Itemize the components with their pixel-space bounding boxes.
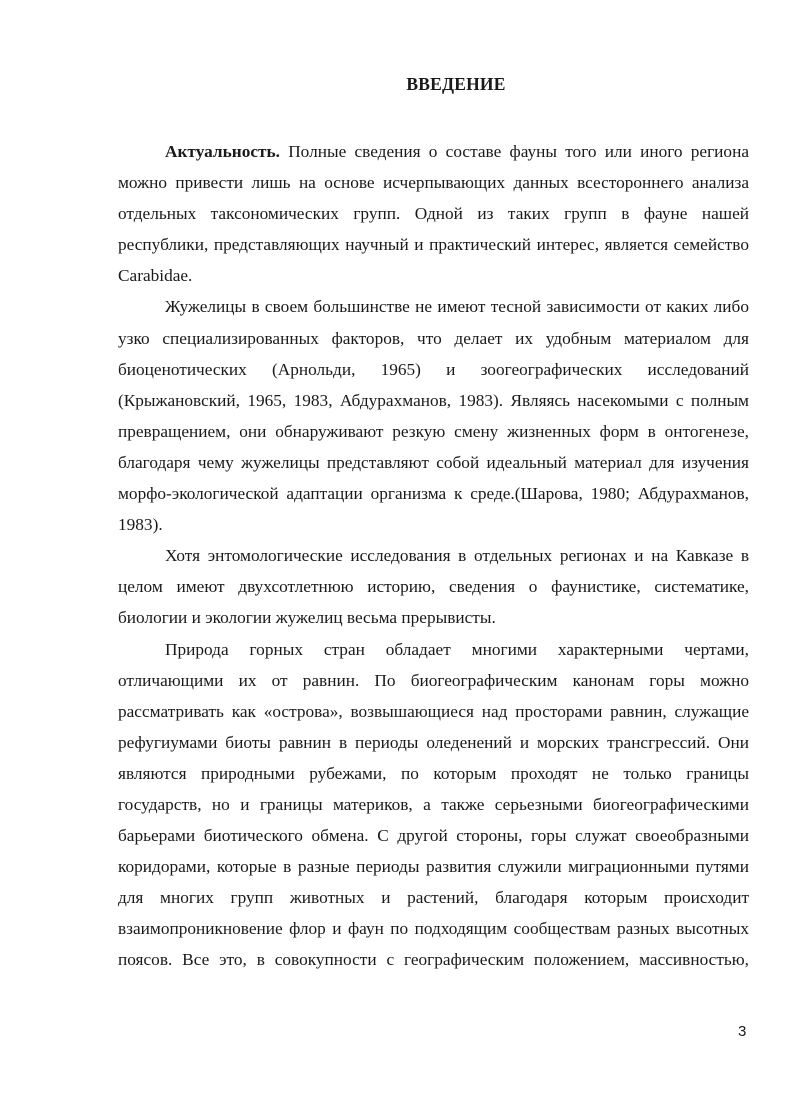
paragraph-text: Полные сведения о составе фауны того или иного региона можно привести лишь на основе исчерпывающих данных всестороннего анализа отдельных таксономических групп. Одной из таких групп в фауне нашей республики, представляющих научный и практический интерес, является семейство Carabidae. — [118, 142, 749, 286]
body-text — [118, 136, 749, 976]
paragraph-beetles: Жужелицы в своем большинстве не имеют тесной зависимости от каких либо узко специализированных факторов, что делает их удобным материалом для биоценотических (Арнольди, 1965) и зоогеографических исследований (Крыжановский, 1965, 1983, Абдурахманов, 1983). Являясь насекомыми с полным превращением, они обнаруживают резкую смену жизненных форм в онтогенезе, благодаря чему жужелицы представляют собой идеальный материал для изучения морфо-экологической адаптации организма к среде.(Шарова, 1980; Абдурахманов, 1983). — [118, 297, 749, 535]
page-title: ВВЕДЕНИЕ — [406, 74, 506, 94]
page-number: 3 — [738, 1023, 747, 1040]
relevance-heading: Актуальность. — [165, 142, 280, 161]
paragraph-relevance — [118, 136, 749, 291]
paragraph-mountains: Природа горных стран обладает многими характерными чертами, отличающими их от равнин. По биогеографическим канонам горы можно рассматривать как «острова», возвышающиеся над просторами равнин, служащие рефугиумами биоты равнин в периоды оледенений и морских трансгрессий. Они являются природными рубежами, по которым проходят не только границы государств, но и границы материков, а также серьезными биогеографическими барьерами биотического обмена. С другой стороны, горы служат своеобразными коридорами, которые в разные периоды развития служили миграционными путями для многих групп животных и растений, благодаря которым происходит взаимопроникновение флор и фаун по подходящим сообществам разных высотных поясов. Все это, в совокупности с географическим положением, массивностью, — [118, 639, 749, 970]
paragraph-history: Хотя энтомологические исследования в отдельных регионах и на Кавказе в целом имеют двухсотлетнюю историю, сведения о фаунистике, систематике, биологии и экологии жужелиц весьма прерывисты. — [118, 546, 749, 628]
